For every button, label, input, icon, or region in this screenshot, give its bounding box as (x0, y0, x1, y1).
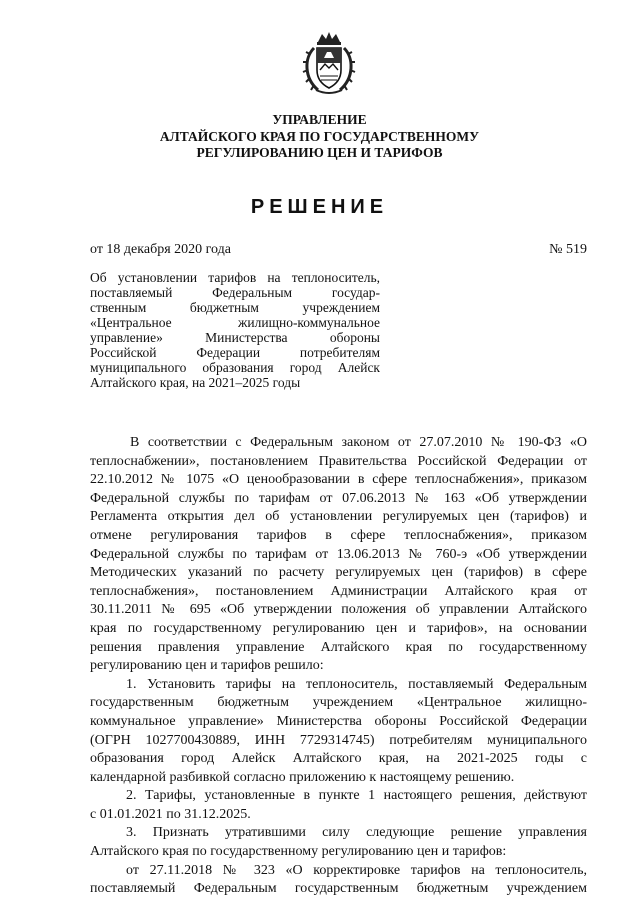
decision-subject (90, 270, 380, 390)
body-line: В соответствии с Федеральным законом от 27.07.2010 № 190-ФЗ «О (130, 435, 587, 450)
body-line: регулированию цен и тарифов решило: (90, 658, 324, 674)
subject-line: поставляемый Федеральным государ- (90, 285, 380, 300)
body-line: 3. Признать утратившими силу следующие решение управления (126, 825, 587, 841)
subject-line: Об установлении тарифов на теплоноситель, (90, 270, 380, 285)
subject-line: Алтайского края, на 2021–2025 годы (90, 375, 301, 390)
document-number: № 519 (549, 242, 587, 257)
body-line: края по государственному регулированию цен и тарифов», на основании (90, 620, 587, 636)
agency-line: РЕГУЛИРОВАНИЮ ЦЕН И ТАРИФОВ (196, 145, 443, 160)
body-line: Федеральной службы по тарифам от 13.06.2013 № 760-э «Об утверждении (90, 546, 587, 562)
document-date: от 18 декабря 2020 года (90, 242, 231, 257)
body-line: образования город Алейск Алтайского края, на 2021-2025 годы с (90, 751, 587, 767)
body-line: коммунальное управление» Министерства обороны Российской Федерации (90, 713, 587, 729)
body-line: поставляемый Федеральным государственным бюджетным учреждением (90, 881, 587, 897)
body-line: с 01.01.2021 по 31.12.2025. (90, 806, 251, 822)
decision-body (90, 434, 587, 899)
body-line: (ОГРН 1027700430889, ИНН 7729314745) потребителям муниципального (90, 732, 587, 748)
body-line: Алтайского края по государственному регулированию цен и тарифов: (90, 844, 507, 860)
document-type-title: РЕШЕНИЕ (250, 196, 389, 218)
subject-line: «Центральное жилищно-коммунальное (90, 315, 380, 330)
body-line: решения правления управление Алтайского края по государственному (90, 639, 587, 655)
agency-line: УПРАВЛЕНИЕ (272, 112, 367, 127)
agency-name (0, 112, 639, 162)
body-line: 30.11.2011 № 695 «Об утверждении положения об управлении Алтайского (90, 602, 587, 618)
body-line: теплоснабжения», постановлением Администрации Алтайского края от (90, 583, 587, 599)
body-line: теплоснабжении», постановлением Правительства Российской Федерации от (90, 453, 587, 469)
subject-line: Российской Федерации потребителям (90, 345, 380, 360)
body-line: Федеральной службы по тарифам от 07.06.2013 № 163 «Об утверждении (90, 490, 587, 506)
subject-line: управление» Министерства обороны (90, 330, 380, 345)
agency-line: АЛТАЙСКОГО КРАЯ ПО ГОСУДАРСТВЕННОМУ (159, 128, 480, 144)
subject-line: муниципального образования город Алейск (90, 360, 380, 375)
coat-of-arms-icon (300, 30, 358, 96)
body-line: Методических указаний по расчету регулируемых цен (тарифов) в сфере (90, 565, 587, 581)
subject-line: ственным бюджетным учреждением (90, 300, 380, 315)
body-line: 1. Установить тарифы на теплоноситель, поставляемый Федеральным (126, 676, 587, 692)
body-line: отмене регулирования тарифов в сфере теплоснабжения», приказом (90, 527, 587, 543)
body-line: 2. Тарифы, установленные в пункте 1 настоящего решения, действуют (126, 788, 587, 804)
body-line: от 27.11.2018 № 323 «О корректировке тарифов на теплоноситель, (126, 862, 587, 878)
body-line: 22.10.2012 № 1075 «О ценообразовании в сфере теплоснабжения», приказом (90, 472, 587, 488)
body-line: календарной разбивкой согласно приложению к настоящему решению. (90, 769, 515, 785)
body-line: государственным бюджетным учреждением «Центральное жилищно- (90, 695, 587, 711)
body-line: Регламента открытия дел об установлении регулируемых цен (тарифов) и (90, 509, 587, 525)
